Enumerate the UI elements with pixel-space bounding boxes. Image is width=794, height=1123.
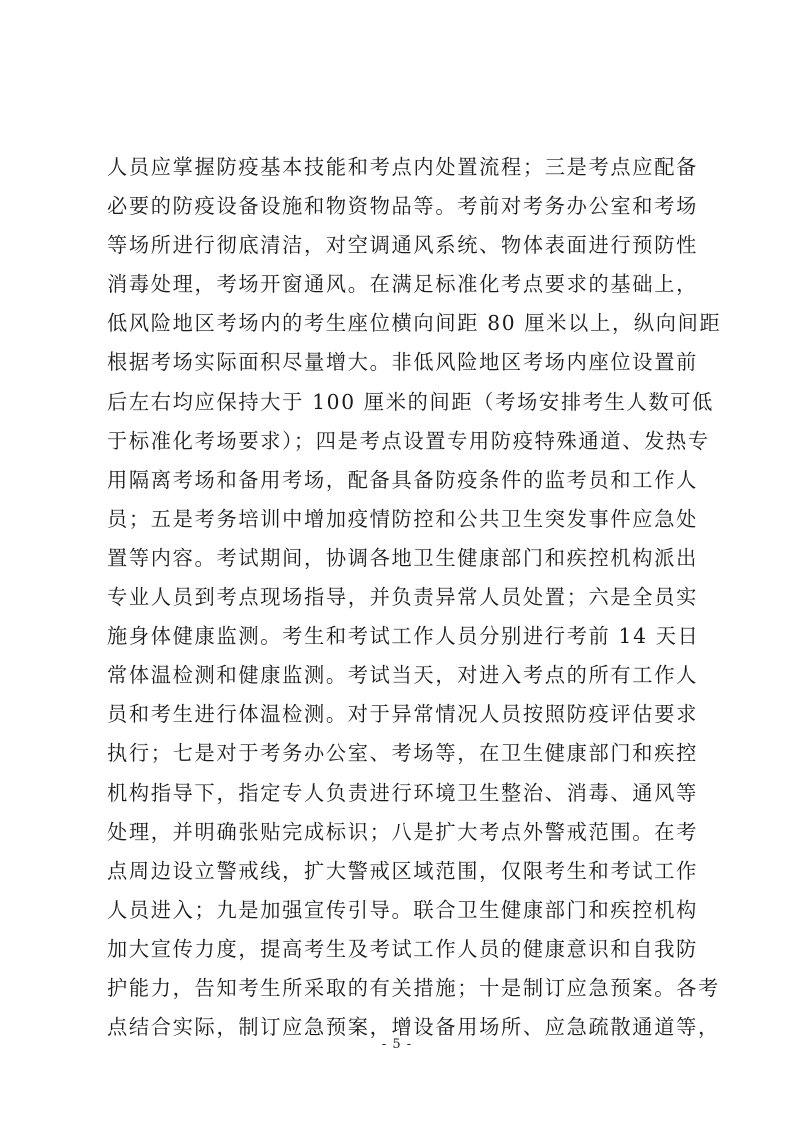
text-line: 根据考场实际面积尽量增大。非低风险地区考场内座位设置前 bbox=[107, 350, 698, 375]
text-line: 员；五是考务培训中增加疫情防控和公共卫生突发事件应急处 bbox=[107, 506, 698, 531]
text-line: 置等内容。考试期间，协调各地卫生健康部门和疾控机构派出 bbox=[107, 545, 698, 570]
text-line: 处理，并明确张贴完成标识；八是扩大考点外警戒范围。在考 bbox=[107, 819, 698, 844]
text-line: 专业人员到考点现场指导，并负责异常人员处置；六是全员实 bbox=[107, 585, 698, 610]
text-line: 人员进入；九是加强宣传引导。联合卫生健康部门和疾控机构 bbox=[107, 897, 698, 922]
text-line: 点结合实际，制订应急预案，增设备用场所、应急疏散通道等， bbox=[107, 1015, 720, 1040]
text-line: 于标准化考场要求）；四是考点设置专用防疫特殊通道、发热专 bbox=[107, 428, 710, 453]
text-line: 员和考生进行体温检测。对于异常情况人员按照防疫评估要求 bbox=[107, 702, 698, 727]
text-line: 点周边设立警戒线，扩大警戒区域范围，仅限考生和考试工作 bbox=[107, 858, 698, 883]
body-text bbox=[107, 148, 722, 1047]
text-line: 执行；七是对于考务办公室、考场等，在卫生健康部门和疾控 bbox=[107, 741, 698, 766]
text-line: 施身体健康监测。考生和考试工作人员分别进行考前 14 天日 bbox=[107, 624, 700, 649]
text-line: 加大宣传力度，提高考生及考试工作人员的健康意识和自我防 bbox=[107, 936, 698, 961]
text-line: 后左右均应保持大于 100 厘米的间距（考场安排考生人数可低 bbox=[107, 389, 715, 414]
page-number: - 5 - bbox=[381, 1037, 413, 1052]
text-line: 等场所进行彻底清洁，对空调通风系统、物体表面进行预防性 bbox=[107, 233, 698, 258]
text-line: 低风险地区考场内的考生座位横向间距 80 厘米以上，纵向间距 bbox=[107, 311, 722, 336]
text-line: 用隔离考场和备用考场，配备具备防疫条件的监考员和工作人 bbox=[107, 467, 698, 492]
text-line: 消毒处理，考场开窗通风。在满足标准化考点要求的基础上， bbox=[107, 272, 698, 297]
text-line: 必要的防疫设备设施和物资物品等。考前对考务办公室和考场 bbox=[107, 194, 698, 219]
text-line: 机构指导下，指定专人负责进行环境卫生整治、消毒、通风等 bbox=[107, 780, 698, 805]
text-line: 常体温检测和健康监测。考试当天，对进入考点的所有工作人 bbox=[107, 663, 698, 688]
text-line: 人员应掌握防疫基本技能和考点内处置流程；三是考点应配备 bbox=[107, 155, 698, 179]
text-line: 护能力，告知考生所采取的有关措施；十是制订应急预案。各考 bbox=[107, 975, 720, 1000]
